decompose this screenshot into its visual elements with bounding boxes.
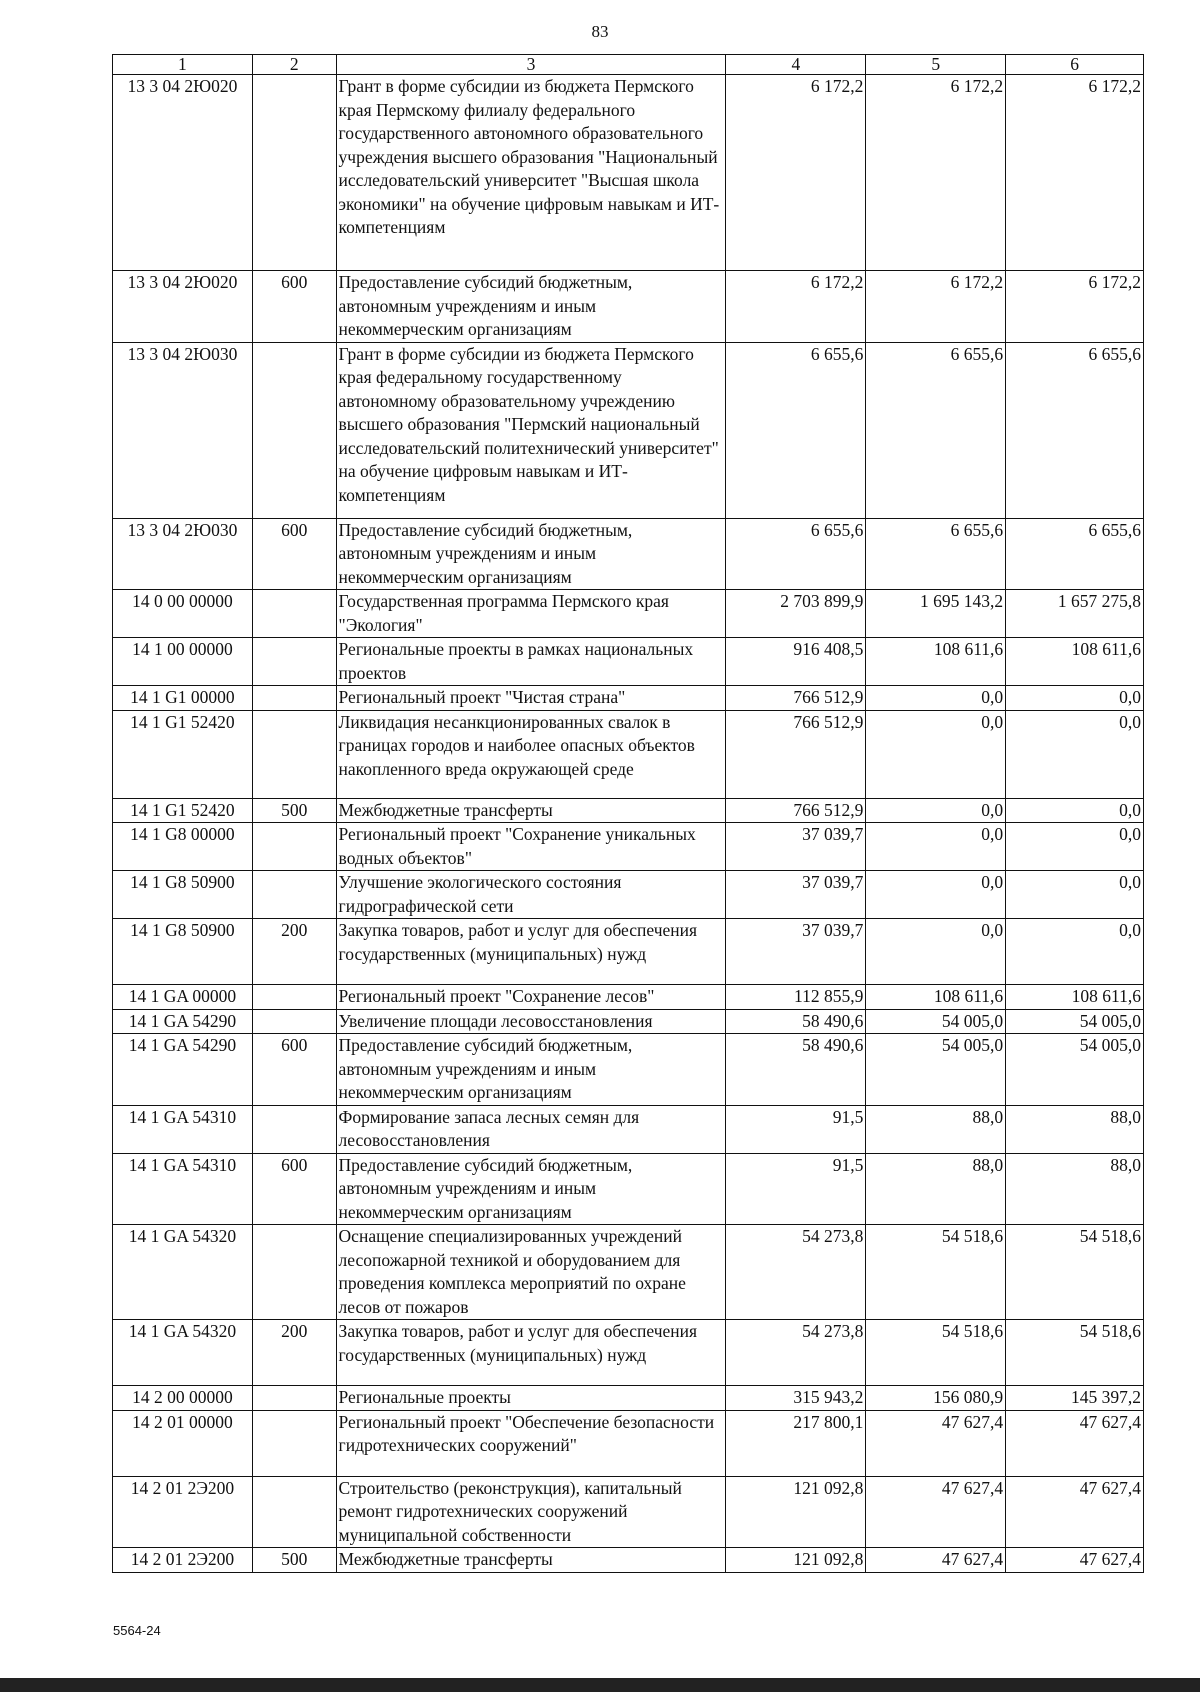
item-name-cell: Закупка товаров, работ и услуг для обеспечения государственных (муниципальных) нужд [336,919,726,985]
amount-col-4-cell: 58 490,6 [726,1009,866,1034]
table-row [113,638,1144,686]
expense-type-cell [252,1225,336,1320]
table-row [113,1009,1144,1034]
amount-col-4-cell: 766 512,9 [726,686,866,711]
expense-type-cell [252,590,336,638]
table-row [113,590,1144,638]
budget-code-cell: 14 2 01 2Э200 [113,1548,253,1573]
table-row [113,1153,1144,1225]
header-col-2: 2 [252,55,336,75]
amount-col-6-cell: 54 518,6 [1006,1320,1144,1386]
amount-col-6-cell: 145 397,2 [1006,1386,1144,1411]
expense-type-cell [252,1386,336,1411]
amount-col-5-cell: 6 655,6 [866,518,1006,590]
table-row [113,1034,1144,1106]
amount-col-4-cell: 6 655,6 [726,518,866,590]
amount-col-5-cell: 0,0 [866,919,1006,985]
amount-col-6-cell: 0,0 [1006,798,1144,823]
amount-col-4-cell: 58 490,6 [726,1034,866,1106]
amount-col-6-cell: 0,0 [1006,871,1144,919]
table-row [113,1410,1144,1476]
table-row [113,710,1144,798]
amount-col-6-cell: 0,0 [1006,823,1144,871]
budget-code-cell: 14 1 GA 54320 [113,1320,253,1386]
budget-code-cell: 14 2 00 00000 [113,1386,253,1411]
table-row [113,518,1144,590]
item-name-cell: Строительство (реконструкция), капитальный ремонт гидротехнических сооружений муниципальной собственности [336,1476,726,1548]
scan-bottom-edge [0,1678,1200,1692]
expense-type-cell [252,985,336,1010]
amount-col-6-cell: 108 611,6 [1006,985,1144,1010]
amount-col-4-cell: 121 092,8 [726,1548,866,1573]
amount-col-5-cell: 47 627,4 [866,1548,1006,1573]
budget-code-cell: 14 1 00 00000 [113,638,253,686]
budget-code-cell: 13 3 04 2Ю020 [113,75,253,271]
amount-col-5-cell: 0,0 [866,686,1006,711]
amount-col-6-cell: 54 518,6 [1006,1225,1144,1320]
expense-type-cell: 200 [252,919,336,985]
table-row [113,686,1144,711]
item-name-cell: Грант в форме субсидии из бюджета Пермского края федеральному государственному автономному образовательному учреждению высшего образования "Пермский национальный исследовательский политехнический университет" на обучение цифровым навыкам и ИТ-компетенциям [336,342,726,518]
amount-col-4-cell: 112 855,9 [726,985,866,1010]
item-name-cell: Региональные проекты в рамках национальных проектов [336,638,726,686]
item-name-cell: Региональный проект "Чистая страна" [336,686,726,711]
expense-type-cell: 500 [252,798,336,823]
amount-col-4-cell: 121 092,8 [726,1476,866,1548]
expense-type-cell [252,75,336,271]
budget-code-cell: 14 1 G8 50900 [113,919,253,985]
budget-code-cell: 14 1 G1 52420 [113,798,253,823]
amount-col-6-cell: 0,0 [1006,710,1144,798]
item-name-cell: Региональный проект "Сохранение лесов" [336,985,726,1010]
amount-col-6-cell: 6 655,6 [1006,342,1144,518]
amount-col-5-cell: 88,0 [866,1105,1006,1153]
expense-type-cell: 500 [252,1548,336,1573]
amount-col-4-cell: 91,5 [726,1153,866,1225]
budget-code-cell: 14 1 G1 52420 [113,710,253,798]
item-name-cell: Межбюджетные трансферты [336,798,726,823]
budget-code-cell: 13 3 04 2Ю020 [113,271,253,343]
amount-col-6-cell: 6 172,2 [1006,75,1144,271]
amount-col-4-cell: 6 172,2 [726,75,866,271]
item-name-cell: Предоставление субсидий бюджетным, автономным учреждениям и иным некоммерческим организациям [336,1034,726,1106]
amount-col-5-cell: 0,0 [866,798,1006,823]
amount-col-4-cell: 766 512,9 [726,710,866,798]
item-name-cell: Предоставление субсидий бюджетным, автономным учреждениям и иным некоммерческим организациям [336,1153,726,1225]
item-name-cell: Закупка товаров, работ и услуг для обеспечения государственных (муниципальных) нужд [336,1320,726,1386]
header-col-6: 6 [1006,55,1144,75]
table-row [113,342,1144,518]
budget-code-cell: 14 2 01 00000 [113,1410,253,1476]
expense-type-cell [252,823,336,871]
expense-type-cell [252,1009,336,1034]
table-row [113,985,1144,1010]
amount-col-4-cell: 315 943,2 [726,1386,866,1411]
amount-col-5-cell: 54 005,0 [866,1009,1006,1034]
expense-type-cell [252,1105,336,1153]
expense-type-cell [252,871,336,919]
amount-col-5-cell: 0,0 [866,710,1006,798]
amount-col-4-cell: 6 655,6 [726,342,866,518]
amount-col-6-cell: 47 627,4 [1006,1410,1144,1476]
amount-col-5-cell: 47 627,4 [866,1476,1006,1548]
budget-code-cell: 13 3 04 2Ю030 [113,342,253,518]
amount-col-5-cell: 0,0 [866,823,1006,871]
amount-col-6-cell: 88,0 [1006,1105,1144,1153]
expense-type-cell [252,342,336,518]
table-row [113,1386,1144,1411]
amount-col-4-cell: 2 703 899,9 [726,590,866,638]
header-col-3: 3 [336,55,726,75]
table-row [113,1105,1144,1153]
expense-type-cell [252,710,336,798]
table-row [113,1548,1144,1573]
budget-code-cell: 14 1 GA 54320 [113,1225,253,1320]
table-row [113,919,1144,985]
amount-col-6-cell: 6 655,6 [1006,518,1144,590]
item-name-cell: Ликвидация несанкционированных свалок в границах городов и наиболее опасных объектов накопленного вреда окружающей среде [336,710,726,798]
amount-col-5-cell: 6 172,2 [866,75,1006,271]
amount-col-5-cell: 6 172,2 [866,271,1006,343]
item-name-cell: Грант в форме субсидии из бюджета Пермского края Пермскому филиалу федерального государственного автономного образовательного учреждения высшего образования "Национальный исследовательский университет "Высшая школа экономики" на обучение цифровым навыкам и ИТ-компетенциям [336,75,726,271]
amount-col-6-cell: 47 627,4 [1006,1548,1144,1573]
expense-type-cell: 600 [252,1034,336,1106]
budget-code-cell: 14 1 GA 00000 [113,985,253,1010]
page-number: 83 [591,22,609,41]
table-row [113,1320,1144,1386]
amount-col-6-cell: 0,0 [1006,919,1144,985]
amount-col-4-cell: 37 039,7 [726,823,866,871]
amount-col-6-cell: 88,0 [1006,1153,1144,1225]
expense-type-cell [252,686,336,711]
amount-col-6-cell: 0,0 [1006,686,1144,711]
amount-col-5-cell: 47 627,4 [866,1410,1006,1476]
amount-col-4-cell: 37 039,7 [726,871,866,919]
budget-code-cell: 14 1 G8 00000 [113,823,253,871]
header-col-1: 1 [113,55,253,75]
expense-type-cell [252,638,336,686]
table-body [113,75,1144,1573]
expense-type-cell: 600 [252,1153,336,1225]
table-row [113,1476,1144,1548]
amount-col-5-cell: 88,0 [866,1153,1006,1225]
amount-col-6-cell: 54 005,0 [1006,1009,1144,1034]
item-name-cell: Региональный проект "Обеспечение безопасности гидротехнических сооружений" [336,1410,726,1476]
budget-code-cell: 14 1 GA 54290 [113,1009,253,1034]
item-name-cell: Предоставление субсидий бюджетным, автономным учреждениям и иным некоммерческим организациям [336,518,726,590]
amount-col-5-cell: 54 518,6 [866,1320,1006,1386]
item-name-cell: Увеличение площади лесовосстановления [336,1009,726,1034]
table-row [113,1225,1144,1320]
table-row [113,871,1144,919]
amount-col-5-cell: 54 518,6 [866,1225,1006,1320]
item-name-cell: Региональный проект "Сохранение уникальных водных объектов" [336,823,726,871]
expense-type-cell: 600 [252,271,336,343]
budget-code-cell: 14 1 GA 54310 [113,1153,253,1225]
item-name-cell: Улучшение экологического состояния гидрографической сети [336,871,726,919]
table-row [113,75,1144,271]
amount-col-5-cell: 1 695 143,2 [866,590,1006,638]
amount-col-5-cell: 156 080,9 [866,1386,1006,1411]
amount-col-4-cell: 217 800,1 [726,1410,866,1476]
item-name-cell: Государственная программа Пермского края "Экология" [336,590,726,638]
item-name-cell: Межбюджетные трансферты [336,1548,726,1573]
amount-col-5-cell: 108 611,6 [866,638,1006,686]
budget-code-cell: 14 1 G1 00000 [113,686,253,711]
budget-code-cell: 14 0 00 00000 [113,590,253,638]
expense-type-cell [252,1476,336,1548]
amount-col-6-cell: 54 005,0 [1006,1034,1144,1106]
table-row [113,798,1144,823]
amount-col-4-cell: 54 273,8 [726,1225,866,1320]
header-col-5: 5 [866,55,1006,75]
amount-col-4-cell: 91,5 [726,1105,866,1153]
amount-col-5-cell: 0,0 [866,871,1006,919]
item-name-cell: Формирование запаса лесных семян для лесовосстановления [336,1105,726,1153]
expense-type-cell: 200 [252,1320,336,1386]
amount-col-4-cell: 916 408,5 [726,638,866,686]
item-name-cell: Оснащение специализированных учреждений лесопожарной техникой и оборудованием для проведения комплекса мероприятий по охране лесов от пожаров [336,1225,726,1320]
expense-type-cell [252,1410,336,1476]
amount-col-4-cell: 6 172,2 [726,271,866,343]
document-id: 5564-24 [113,1623,161,1638]
amount-col-6-cell: 108 611,6 [1006,638,1144,686]
amount-col-6-cell: 1 657 275,8 [1006,590,1144,638]
budget-code-cell: 14 2 01 2Э200 [113,1476,253,1548]
amount-col-5-cell: 108 611,6 [866,985,1006,1010]
item-name-cell: Региональные проекты [336,1386,726,1411]
amount-col-6-cell: 6 172,2 [1006,271,1144,343]
budget-code-cell: 14 1 GA 54290 [113,1034,253,1106]
budget-table [112,54,1144,1573]
amount-col-4-cell: 37 039,7 [726,919,866,985]
budget-code-cell: 14 1 G8 50900 [113,871,253,919]
header-col-4: 4 [726,55,866,75]
budget-code-cell: 14 1 GA 54310 [113,1105,253,1153]
table-header-row [113,55,1144,75]
amount-col-5-cell: 6 655,6 [866,342,1006,518]
amount-col-4-cell: 54 273,8 [726,1320,866,1386]
table-row [113,823,1144,871]
amount-col-5-cell: 54 005,0 [866,1034,1006,1106]
expense-type-cell: 600 [252,518,336,590]
table-row [113,271,1144,343]
budget-code-cell: 13 3 04 2Ю030 [113,518,253,590]
amount-col-6-cell: 47 627,4 [1006,1476,1144,1548]
item-name-cell: Предоставление субсидий бюджетным, автономным учреждениям и иным некоммерческим организациям [336,271,726,343]
amount-col-4-cell: 766 512,9 [726,798,866,823]
